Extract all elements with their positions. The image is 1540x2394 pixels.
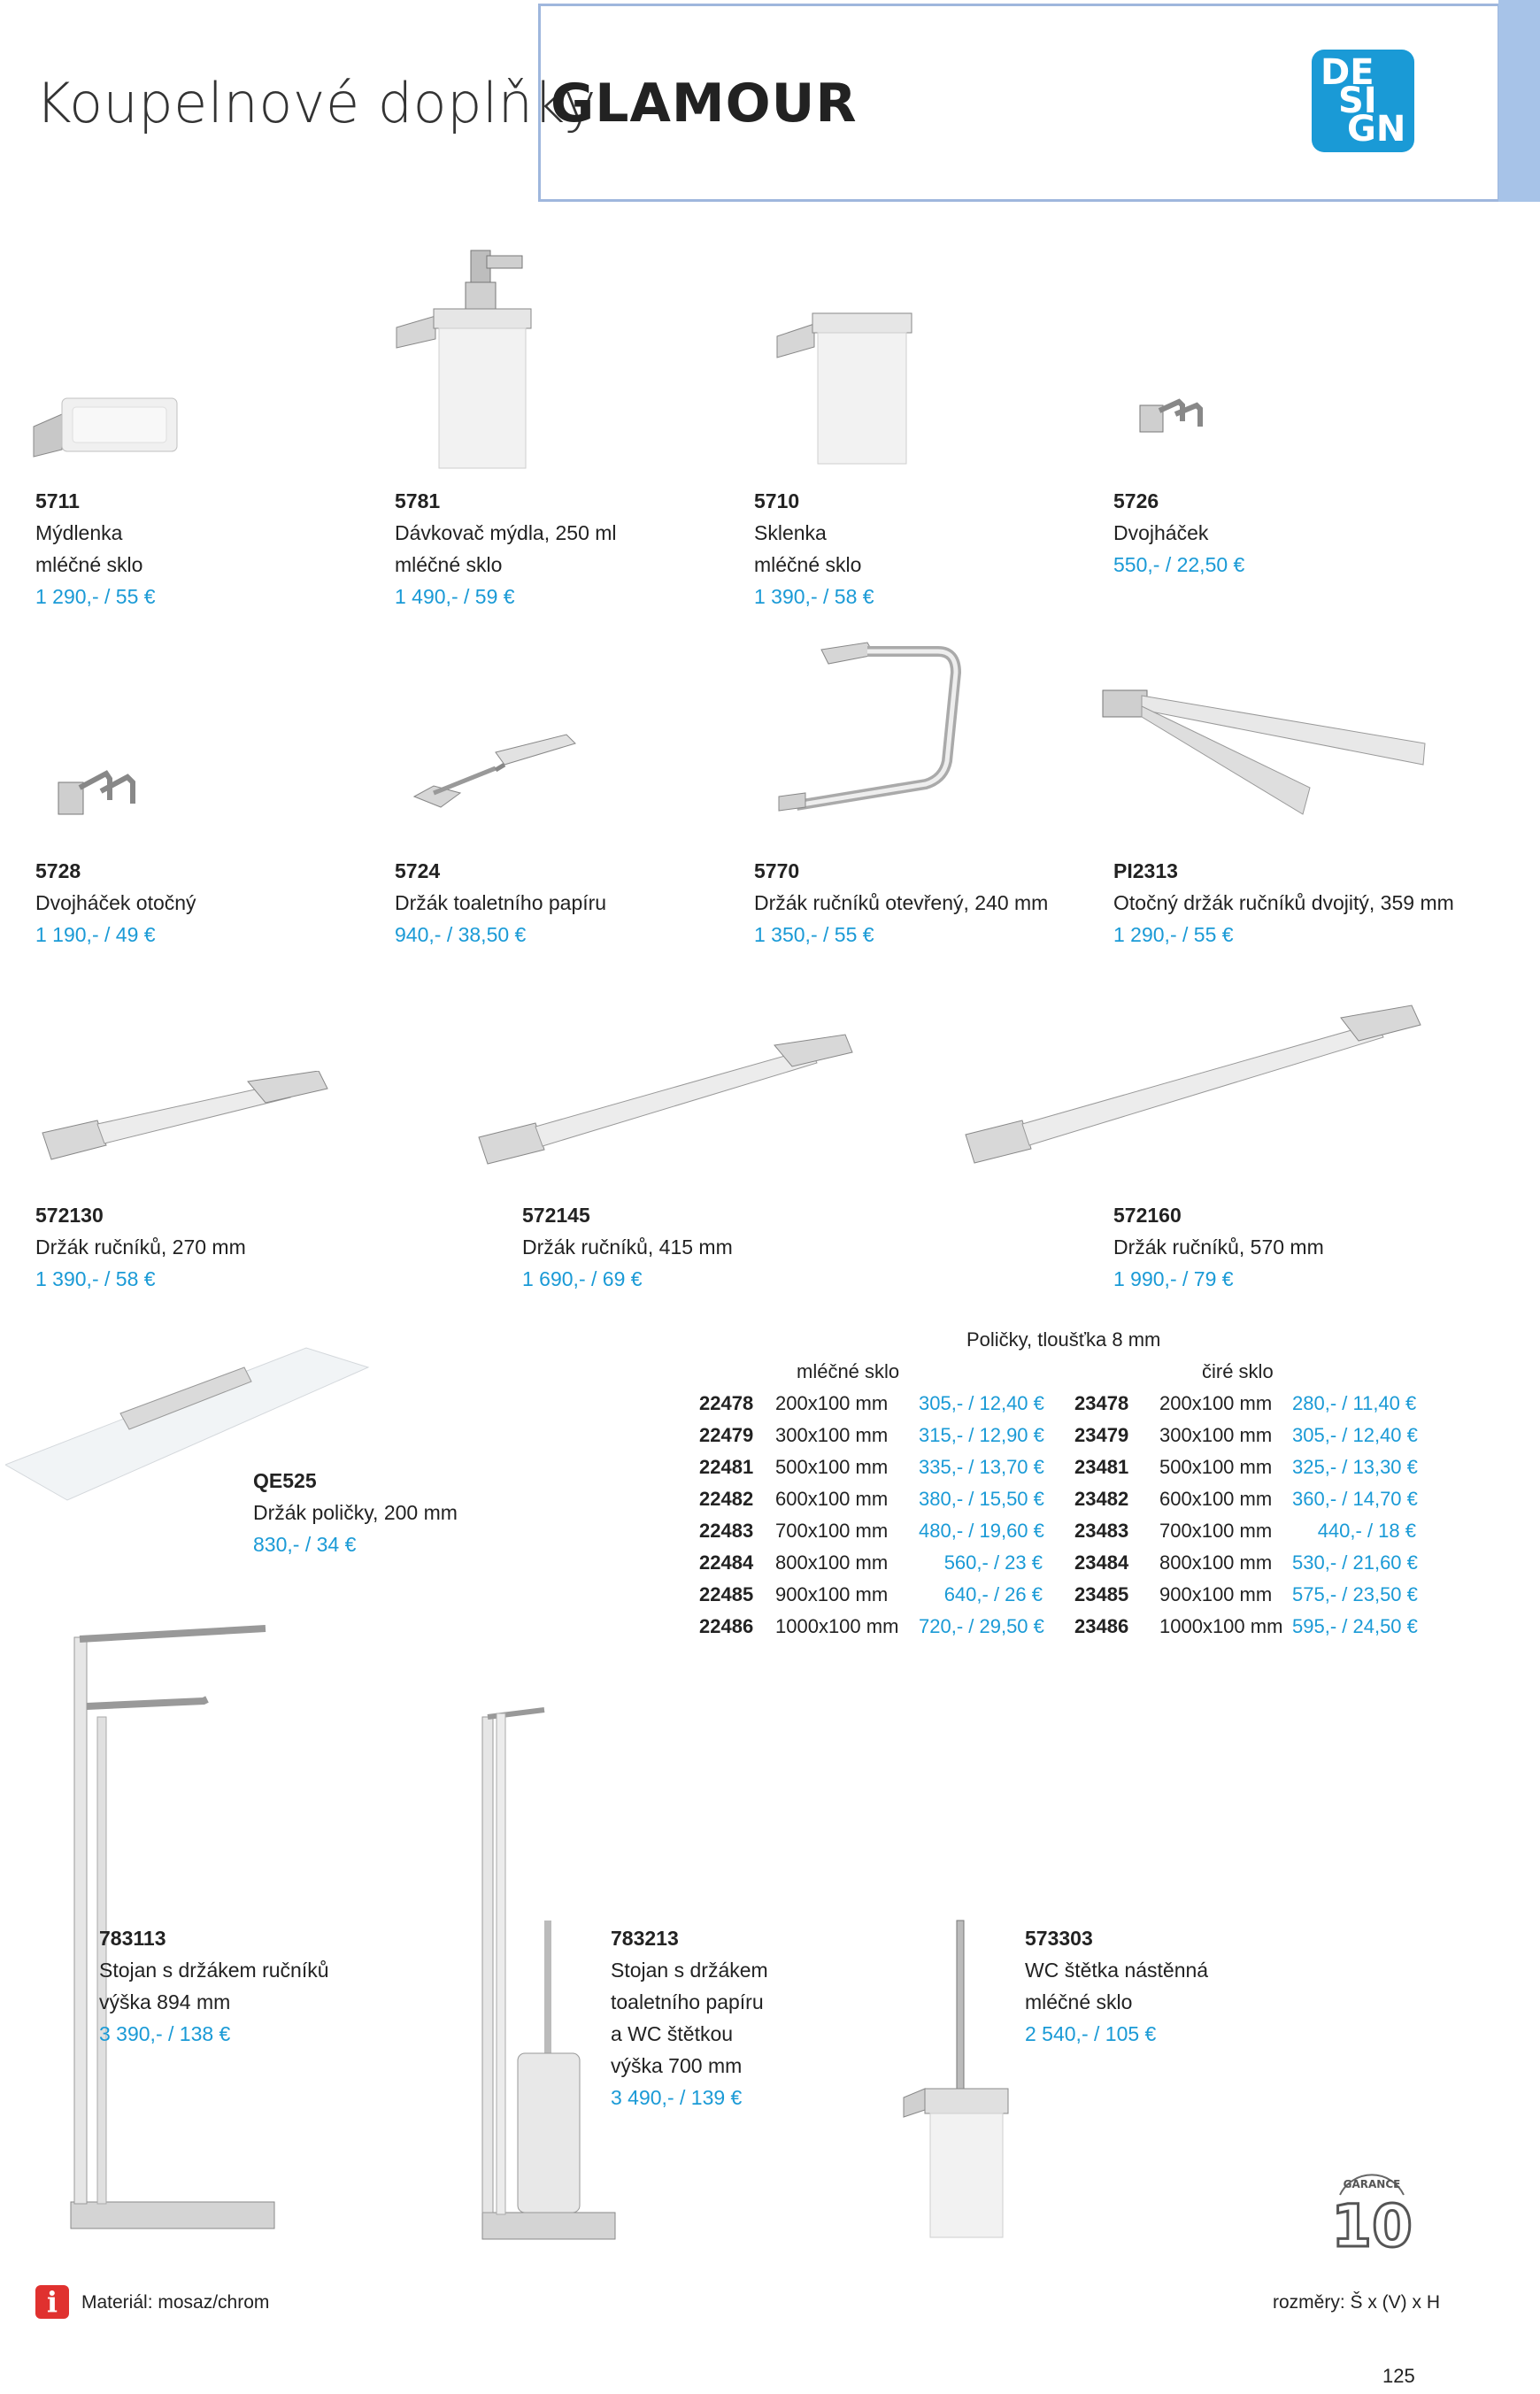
shelves-group-milk-glass: mléčné sklo [797,1360,900,1382]
shelf-milk-code: 22486 [699,1615,754,1637]
product-name: Držák toaletního papíru [395,891,607,914]
product-code: 5724 [395,859,441,882]
product-price: 940,- / 38,50 € [395,923,527,946]
shelf-milk-code: 22482 [699,1488,754,1510]
product-code: 5781 [395,489,441,512]
wc-brush-image [898,1912,1022,2248]
product-code: 5770 [754,859,800,882]
product-5711 [35,485,156,612]
swivel-towel-rail-image [1097,681,1434,823]
product-name: Otočný držák ručníků dvojitý, 359 mm [1113,891,1454,914]
product-code: 783113 [99,1927,166,1950]
shelf-clear-price: 575,- / 23,50 € [1292,1583,1418,1605]
product-code: 572130 [35,1204,104,1227]
shelf-milk-size: 600x100 mm [775,1488,889,1510]
shelves-group-clear-glass: čiré sklo [1202,1360,1274,1382]
footer-material: Materiál: mosaz/chrom [81,2292,270,2313]
logo-letters-2: SI [1338,81,1377,121]
shelf-clear-price: 530,- / 21,60 € [1292,1551,1418,1574]
product-price: 2 540,- / 105 € [1025,2022,1157,2045]
shelf-clear-size: 500x100 mm [1159,1456,1273,1478]
shelf-milk-price: 560,- / 23 € [943,1551,1043,1574]
shelf-milk-code: 22483 [699,1520,754,1542]
product-price: 3 490,- / 139 € [611,2086,743,2109]
shelf-milk-code: 22478 [699,1392,754,1414]
shelf-clear-size: 800x100 mm [1159,1551,1273,1574]
product-code: 572145 [522,1204,590,1227]
shelf-milk-price: 335,- / 13,70 € [919,1456,1044,1478]
product-desc-line: Stojan s držákem [611,1959,768,1982]
shelf-clear-size: 200x100 mm [1159,1392,1273,1414]
shelf-milk-size: 300x100 mm [775,1424,889,1446]
product-desc-line: mléčné sklo [1025,1990,1133,2013]
product-code: 783213 [611,1927,679,1950]
product-code: 5710 [754,489,800,512]
shelves-title: Poličky, tloušťka 8 mm [966,1328,1161,1351]
shelf-milk-code: 22481 [699,1456,754,1478]
header-accent-strip [1498,0,1540,202]
product-price: 1 290,- / 55 € [35,585,156,608]
product-variant: mléčné sklo [395,553,503,576]
page-title-series: GLAMOUR [551,73,858,135]
product-5770 [754,855,1048,951]
shelf-clear-code: 23484 [1074,1551,1129,1574]
shelf-milk-code: 22485 [699,1583,754,1605]
product-783213 [611,1922,768,2113]
shelf-milk-size: 900x100 mm [775,1583,889,1605]
shelf-milk-price: 640,- / 26 € [943,1583,1043,1605]
product-name: Držák ručníků, 270 mm [35,1235,246,1259]
product-desc-line: výška 700 mm [611,2054,743,2077]
product-572130 [35,1199,246,1295]
product-PI2313 [1113,855,1454,951]
product-price: 1 690,- / 69 € [522,1267,643,1290]
product-price: 1 490,- / 59 € [395,585,515,608]
product-desc-line: výška 894 mm [99,1990,231,2013]
shelf-milk-size: 500x100 mm [775,1456,889,1478]
product-price: 1 350,- / 55 € [754,923,874,946]
product-price: 1 390,- / 58 € [754,585,874,608]
footer-dimensions: rozměry: Š x (V) x H [1273,2292,1441,2313]
shelf-clear-price: 440,- / 18 € [1317,1520,1416,1542]
product-5781 [395,485,617,612]
shelf-clear-price: 280,- / 11,40 € [1292,1392,1417,1414]
product-name: Dvojháček [1113,521,1209,544]
double-hook-image [1133,389,1213,443]
toilet-paper-stand-image [447,1699,624,2248]
shelf-clear-size: 600x100 mm [1159,1488,1273,1510]
page-number: 125 [1382,2365,1415,2387]
shelf-milk-size: 200x100 mm [775,1392,889,1414]
shelf-clear-code: 23479 [1074,1424,1129,1446]
product-name: Sklenka [754,521,827,544]
product-572145 [522,1199,733,1295]
logo-letters-1: DE [1321,52,1374,93]
shelf-clear-size: 900x100 mm [1159,1583,1273,1605]
product-desc-line: a WC štětkou [611,2022,734,2045]
shelf-clear-size: 1000x100 mm [1159,1615,1283,1637]
shelf-clear-price: 360,- / 14,70 € [1292,1488,1418,1510]
product-name: Držák ručníků, 415 mm [522,1235,733,1259]
shelf-milk-code: 22479 [699,1424,754,1446]
shelf-clear-code: 23485 [1074,1583,1129,1605]
product-5726 [1113,485,1244,581]
product-price: 830,- / 34 € [253,1533,357,1556]
product-QE525 [253,1465,458,1560]
product-code: 572160 [1113,1204,1182,1227]
shelf-clear-price: 305,- / 12,40 € [1292,1424,1418,1446]
product-5724 [395,855,606,951]
shelf-clear-size: 700x100 mm [1159,1520,1273,1542]
shelf-milk-price: 480,- / 19,60 € [919,1520,1044,1542]
product-desc-line: WC štětka nástěnná [1025,1959,1209,1982]
product-price: 1 990,- / 79 € [1113,1267,1234,1290]
product-name: Držák ručníků otevřený, 240 mm [754,891,1049,914]
info-icon: i [35,2285,69,2319]
shelf-milk-price: 305,- / 12,40 € [919,1392,1044,1414]
shelf-clear-code: 23478 [1074,1392,1129,1414]
open-towel-ring-image [761,637,965,814]
logo-letters-3: GN [1347,109,1406,150]
product-code: QE525 [253,1469,317,1492]
product-code: 5726 [1113,489,1159,512]
product-code: 5728 [35,859,81,882]
soap-dish-image [27,372,186,460]
shelf-clear-code: 23483 [1074,1520,1129,1542]
product-5710 [754,485,874,612]
shelf-clear-code: 23481 [1074,1456,1129,1478]
product-name: Držák ručníků, 570 mm [1113,1235,1324,1259]
product-572160 [1113,1199,1324,1295]
product-price: 1 290,- / 55 € [1113,923,1234,946]
product-code: 5711 [35,489,80,512]
shelf-clear-price: 595,- / 24,50 € [1292,1615,1418,1637]
product-variant: mléčné sklo [35,553,143,576]
product-desc-line: toaletního papíru [611,1990,764,2013]
shelf-milk-price: 315,- / 12,90 € [919,1424,1044,1446]
shelf-milk-code: 22484 [699,1551,754,1574]
shelf-milk-price: 380,- / 15,50 € [919,1488,1044,1510]
shelf-milk-price: 720,- / 29,50 € [919,1615,1044,1637]
product-5728 [35,855,196,951]
product-desc-line: Stojan s držákem ručníků [99,1959,329,1982]
soap-dispenser-image [389,243,549,473]
page-title-category: Koupelnové doplňky [35,71,597,135]
shelf-clear-price: 325,- / 13,30 € [1292,1456,1418,1478]
towel-bar-570-image [960,1002,1429,1188]
product-783113 [99,1922,329,2050]
shelf-milk-size: 700x100 mm [775,1520,889,1542]
towel-bar-270-image [35,1071,336,1186]
towel-bar-415-image [474,1031,863,1190]
product-name: Držák poličky, 200 mm [253,1501,458,1524]
shelf-milk-size: 1000x100 mm [775,1615,899,1637]
product-name: Mýdlenka [35,521,123,544]
swivel-double-hook-image [53,752,150,823]
product-price: 550,- / 22,50 € [1113,553,1245,576]
shelf-milk-size: 800x100 mm [775,1551,889,1574]
guarantee-badge-icon [1328,2159,1416,2257]
product-price: 1 190,- / 49 € [35,923,156,946]
product-variant: mléčné sklo [754,553,862,576]
guarantee-years: 10 [1331,2192,1413,2257]
product-price: 3 390,- / 138 € [99,2022,231,2045]
product-name: Dvojháček otočný [35,891,196,914]
toilet-paper-holder-image [407,708,584,814]
product-name: Dávkovač mýdla, 250 ml [395,521,617,544]
design-logo [1312,50,1414,152]
product-573303 [1025,1922,1208,2050]
product-code: PI2313 [1113,859,1178,882]
product-price: 1 390,- / 58 € [35,1267,156,1290]
shelf-clear-code: 23482 [1074,1488,1129,1510]
tumbler-image [770,292,929,469]
guarantee-label: GARANCE [1343,2178,1401,2190]
shelf-clear-code: 23486 [1074,1615,1129,1637]
shelf-clear-size: 300x100 mm [1159,1424,1273,1446]
product-code: 573303 [1025,1927,1093,1950]
